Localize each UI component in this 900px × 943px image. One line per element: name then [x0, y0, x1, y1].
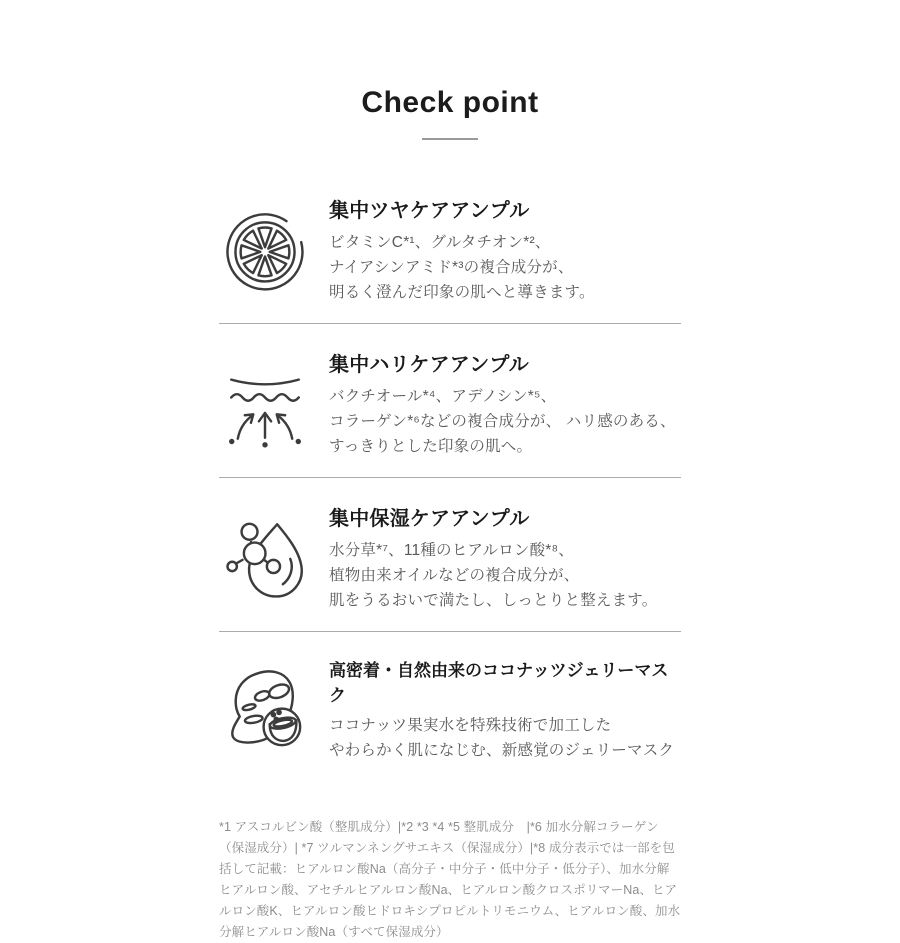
section-title: 高密着・自然由来のココナッツジェリーマスク — [329, 661, 669, 705]
checkpoint-list — [219, 194, 681, 943]
title-divider — [422, 138, 478, 140]
section-text — [329, 656, 681, 763]
section-line: コラーゲン*⁶などの複合成分が、 ハリ感のある、 — [329, 413, 676, 430]
water-drop-molecule-icon — [219, 513, 311, 603]
section-title: 集中ハリケアアンプル — [329, 354, 529, 376]
section-line: 水分草*⁷、11種のヒアルロン酸*⁸、 — [329, 542, 574, 559]
section-line: ココナッツ果実水を特殊技術で加工した — [329, 717, 612, 734]
sheet-mask-coconut-icon — [219, 665, 311, 755]
section-firming-care — [219, 324, 681, 477]
section-text — [329, 502, 681, 613]
skin-lift-arrows-icon — [219, 359, 311, 449]
section-line: ビタミンC*¹、グルタチオン*²、 — [329, 234, 551, 251]
section-line: バクチオール*⁴、アデノシン*⁵、 — [329, 388, 557, 405]
section-text — [329, 348, 681, 459]
page-title: Check point — [361, 86, 539, 119]
section-line: 明るく澄んだ印象の肌へと導きます。 — [329, 284, 595, 301]
section-line: 植物由来オイルなどの複合成分が、 — [329, 567, 580, 584]
section-text — [329, 194, 681, 305]
section-glow-care — [219, 194, 681, 323]
section-moisture-care — [219, 478, 681, 631]
section-line: 肌をうるおいで満たし、しっとりと整えます。 — [329, 592, 658, 609]
page-header — [0, 0, 900, 140]
section-jelly-mask — [219, 632, 681, 781]
section-title: 集中保湿ケアアンプル — [329, 508, 530, 530]
section-line: ナイアシンアミド*³の複合成分が、 — [329, 259, 574, 276]
section-title: 集中ツヤケアアンプル — [329, 200, 530, 222]
section-line: やわらかく肌になじむ、新感覚のジェリーマスク — [329, 742, 675, 759]
citrus-slice-icon — [219, 205, 311, 295]
section-line: すっきりとした印象の肌へ。 — [329, 438, 533, 455]
ingredient-footnote: *1 アスコルビン酸（整肌成分）|*2 *3 *4 *5 整肌成分 |*6 加水分解コラーゲン（保湿成分）| *7 ツルマンネングサエキス（保湿成分）|*8 成分表示では一部を包括して記載：ヒアルロン酸Na（高分子・中分子・低中分子・低分子）、加水分解ヒアルロン酸、アセチルヒアルロン酸Na、ヒアルロン酸クロスポリマーNa、ヒアルロン酸K、ヒアルロン酸ヒドロキシプロピルトリモニウム、ヒアルロン酸、加水分解ヒアルロン酸Na（すべて保湿成分） — [219, 820, 681, 939]
